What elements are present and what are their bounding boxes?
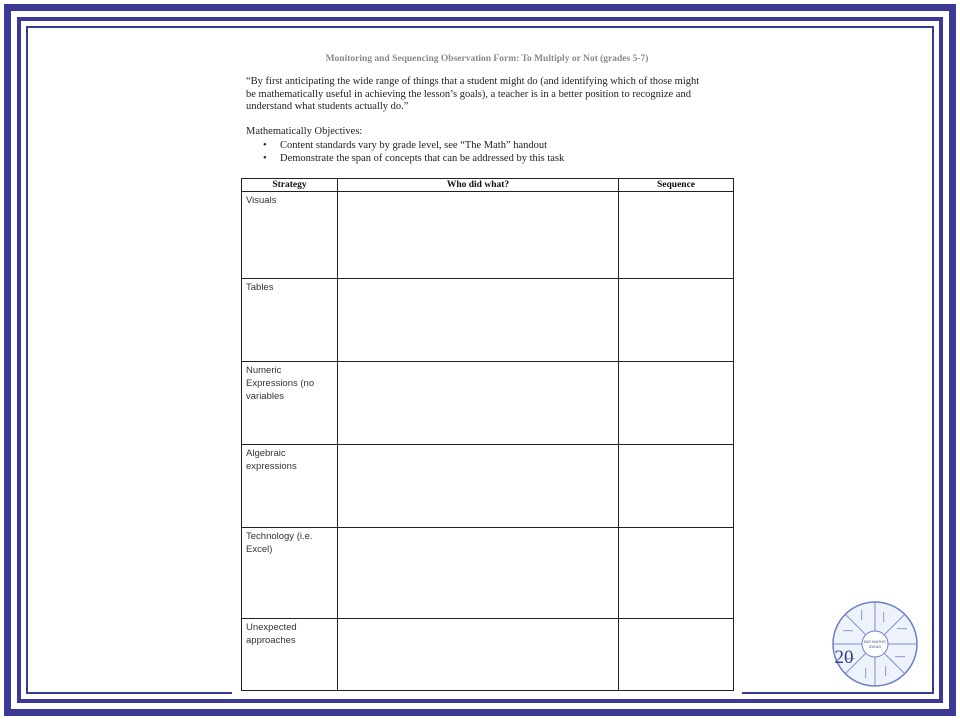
strategy-label: Algebraic: [246, 448, 286, 459]
lesson-quote: [246, 76, 736, 114]
strategy-label: Tables: [246, 282, 274, 293]
strategy-cell: [242, 279, 338, 362]
objectives-list: [246, 140, 564, 165]
strategy-label: variables: [246, 391, 285, 402]
strategy-label: Expressions (no: [246, 378, 315, 389]
table-row: [242, 362, 734, 445]
strategy-cell: [242, 362, 338, 445]
table-row: [242, 192, 734, 279]
who-did-what-cell[interactable]: [338, 362, 619, 445]
who-did-what-cell[interactable]: [338, 192, 619, 279]
strategy-cell: [242, 528, 338, 619]
sequence-cell[interactable]: [619, 445, 734, 528]
form-title: Monitoring and Sequencing Observation Form: To Multiply or Not (grades 5-7): [325, 54, 649, 64]
strategy-label: approaches: [246, 635, 296, 646]
objective-item: • Demonstrate the span of concepts that can be addressed by this task: [246, 153, 564, 166]
strategy-label: Excel): [246, 544, 273, 555]
who-did-what-cell[interactable]: [338, 279, 619, 362]
strategy-label: Technology (i.e.: [246, 531, 313, 542]
sequence-cell[interactable]: [619, 362, 734, 445]
header-strategy: Strategy: [242, 179, 338, 192]
who-did-what-cell[interactable]: [338, 445, 619, 528]
strategy-label: Visuals: [246, 195, 277, 206]
table-row: [242, 528, 734, 619]
who-did-what-cell[interactable]: [338, 528, 619, 619]
sequence-cell[interactable]: [619, 192, 734, 279]
quote-line: be mathematically useful in achieving the lesson’s goals), a teacher is in a better position to recognize and: [246, 88, 691, 100]
objectives-heading: Mathematically Objectives:: [246, 126, 363, 137]
header-who-did-what: Who did what?: [338, 179, 619, 192]
big-maths-ideas-logo: [831, 600, 919, 688]
observation-form-document: [232, 44, 742, 696]
observation-table: [241, 178, 734, 691]
sequence-cell[interactable]: [619, 528, 734, 619]
objective-item: • Content standards vary by grade level, see “The Math” handout: [246, 140, 564, 153]
table-row: [242, 619, 734, 691]
strategy-cell: [242, 619, 338, 691]
strategy-label: Numeric: [246, 365, 282, 376]
quote-line: understand what students actually do.”: [246, 101, 409, 112]
strategy-label: expressions: [246, 461, 297, 472]
logo-text-line: IDEAS: [868, 644, 882, 649]
strategy-cell: [242, 192, 338, 279]
header-sequence: Sequence: [619, 179, 734, 192]
strategy-label: Unexpected: [246, 622, 297, 633]
sequence-cell[interactable]: [619, 279, 734, 362]
sequence-cell[interactable]: [619, 619, 734, 691]
page-number: 20: [834, 647, 854, 668]
table-row: [242, 445, 734, 528]
table-row: [242, 279, 734, 362]
table-header-row: [242, 179, 734, 192]
logo-text-line: BIG MATHS: [864, 639, 886, 644]
strategy-cell: [242, 445, 338, 528]
quote-line: “By first anticipating the wide range of things that a student might do (and identifying which of those might: [246, 76, 700, 87]
who-did-what-cell[interactable]: [338, 619, 619, 691]
